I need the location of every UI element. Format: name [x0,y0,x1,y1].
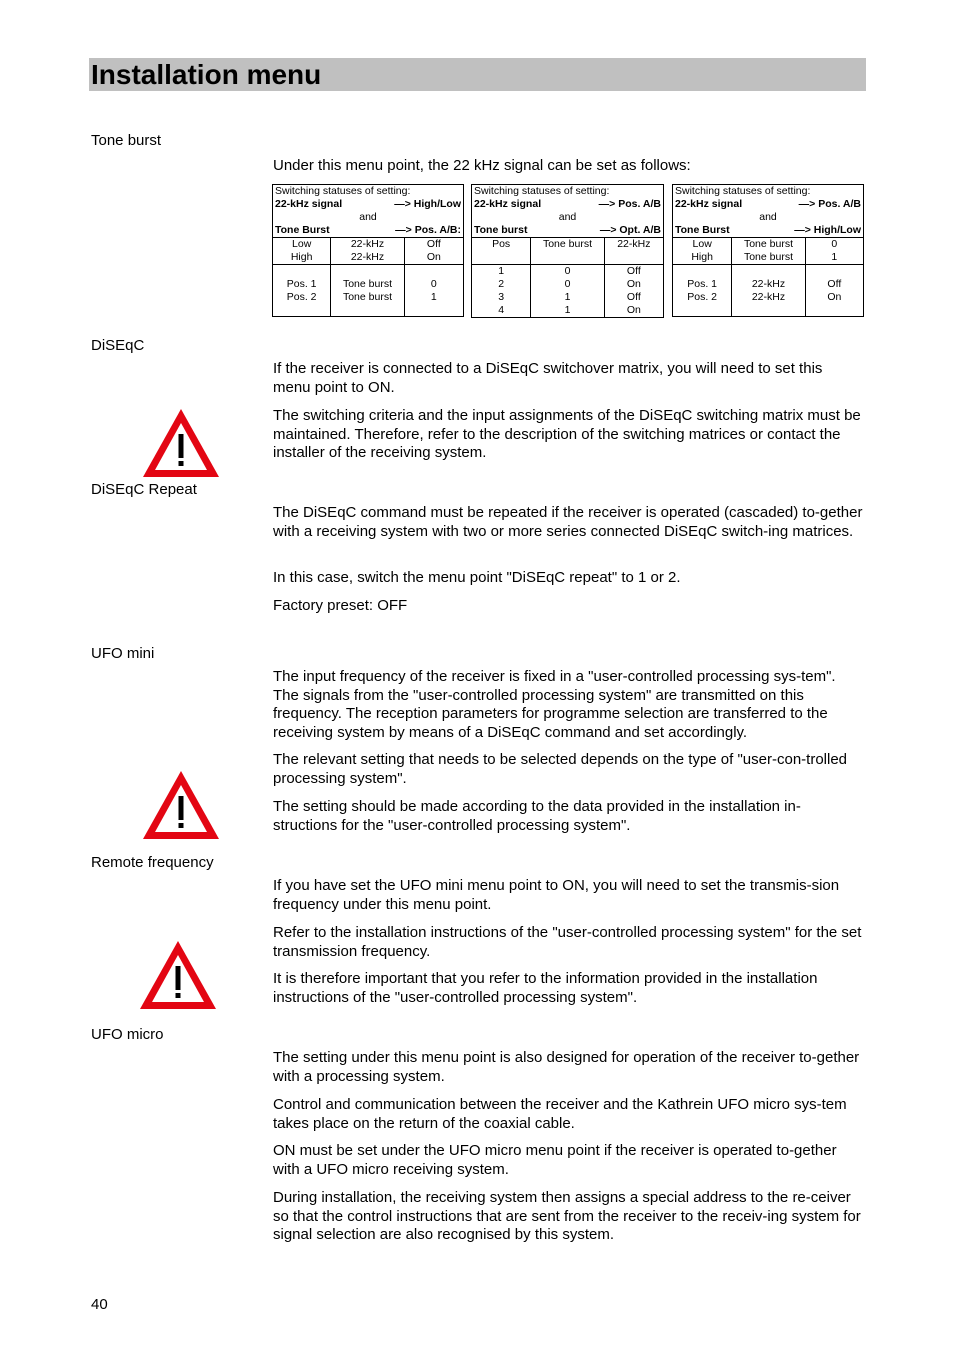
diseqc-repeat-paragraph-2: In this case, switch the menu point "DiSEqC repeat" to 1 or 2. [273,569,681,586]
header-left: 22-kHz signal [675,198,743,210]
diseqc-repeat-paragraph-3: Factory preset: OFF [273,597,408,614]
remote-frequency-paragraph-2: Refer to the installation instructions of the "user-controlled processing system" for the set transmission frequency. [273,924,862,960]
table-caption: Switching statuses of setting: [675,185,811,197]
header-left: Tone Burst [275,224,330,236]
table-caption: Switching statuses of setting: [275,185,411,197]
ufo-micro-paragraph-4: During installation, the receiving system then assigns a special address to the re-ceiver so that the control instructions that are sent from the receiver to the receiv-ing system for signal selection are also recognised by this system. [273,1189,861,1243]
table-cell: Pos. 1 Pos. 2 [673,265,732,317]
remote-frequency-paragraph-1: If you have set the UFO mini menu point to ON, you will need to set the transmis-sion frequency under this menu point. [273,877,840,913]
warning-triangle-icon [141,407,221,479]
diseqc-paragraph-2: The switching criteria and the input assignments of the DiSEqC switching matrix must be maintained. Therefore, refer to the description of the switching matrices or contact the installer of the receiving system. [273,407,861,461]
table-cell: Tone burst [531,238,604,265]
ufo-mini-paragraph-3: The setting should be made according to the data provided in the installation in-structions for the "user-controlled processing system". [273,798,801,834]
table-caption: Switching statuses of setting: [474,185,610,197]
tone-burst-label: Tone burst [91,132,162,149]
table-cell: 0 0 1 1 [531,265,604,318]
table-cell: 22-kHz 22-kHz [331,238,404,265]
table-header [273,185,464,238]
table-cell: 22-kHz 22-kHz [732,265,805,317]
header-right: —> Pos. A/B [598,198,661,210]
table-cell: 22-kHz [604,238,663,265]
ufo-micro-paragraph-3: ON must be set under the UFO micro menu point if the receiver is operated to-gether with a UFO micro receiving system. [273,1142,837,1178]
header-right: —> Pos. A/B: [395,224,461,236]
remote-frequency-label: Remote frequency [91,854,214,871]
table-header [472,185,664,238]
table-cell: Off On Off On [604,265,663,318]
page-title: Installation menu [91,59,322,90]
header-left: Tone Burst [675,224,730,236]
page-number: 40 [91,1296,108,1313]
table-cell: Low High [273,238,331,265]
header-left: 22-kHz signal [275,198,343,210]
header-right: —> Pos. A/B [798,198,861,210]
diseqc-paragraph-1: If the receiver is connected to a DiSEqC switchover matrix, you will need to set this menu point to ON. [273,360,823,396]
warning-triangle-icon [141,769,221,841]
title-bar [89,58,866,91]
table-header [673,185,864,238]
header-left: Tone burst [474,224,528,236]
header-right: —> High/Low [394,198,461,210]
header-and: and [759,211,777,223]
table-cell: 0 1 [805,238,863,265]
table-cell: Pos. 1 Pos. 2 [273,265,331,317]
header-left: 22-kHz signal [474,198,542,210]
table-cell: 1 2 3 4 [472,265,531,318]
ufo-mini-paragraph-2: The relevant setting that needs to be selected depends on the type of "user-con-trolled processing system". [273,751,848,787]
ufo-micro-paragraph-1: The setting under this menu point is also designed for operation of the receiver to-gether with a processing system. [273,1049,860,1085]
switching-table-1 [272,184,464,317]
table-cell: Tone burst Tone burst [331,265,404,317]
header-right: —> Opt. A/B [599,224,661,236]
switching-table-2 [471,184,664,318]
table-cell: Pos [472,238,531,265]
ufo-micro-paragraph-2: Control and communication between the receiver and the Kathrein UFO micro sys-tem takes place on the return of the coaxial cable. [273,1096,847,1132]
tone-burst-intro: Under this menu point, the 22 kHz signal can be set as follows: [273,157,691,174]
diseqc-repeat-label: DiSEqC Repeat [91,481,197,498]
header-and: and [359,211,377,223]
remote-frequency-paragraph-3: It is therefore important that you refer to the information provided in the installation instructions of the "user-controlled processing system". [273,970,818,1006]
header-and: and [558,211,577,223]
diseqc-label: DiSEqC [91,337,145,354]
ufo-micro-label: UFO micro [91,1026,164,1043]
diseqc-repeat-paragraph-1: The DiSEqC command must be repeated if the receiver is operated (cascaded) to-gether with a receiving system with two or more series connected DiSEqC switch-ing matrices. [273,504,863,540]
warning-triangle-icon [138,939,218,1011]
table-cell: Off On [404,238,463,265]
switching-table-3 [672,184,864,317]
table-cell: Low High [673,238,732,265]
header-right: —> High/Low [794,224,861,236]
table-cell: 0 1 [404,265,463,317]
ufo-mini-label: UFO mini [91,645,155,662]
table-cell: Tone burst Tone burst [732,238,805,265]
table-cell: Off On [805,265,863,317]
ufo-mini-paragraph-1: The input frequency of the receiver is fixed in a "user-controlled processing sys-tem". The signals from the "user-controlled processing system" are transmitted on this frequency. The reception parameters for programme selection are transferred to the receiving system by means of a DiSEqC command and set accordingly. [273,668,836,741]
